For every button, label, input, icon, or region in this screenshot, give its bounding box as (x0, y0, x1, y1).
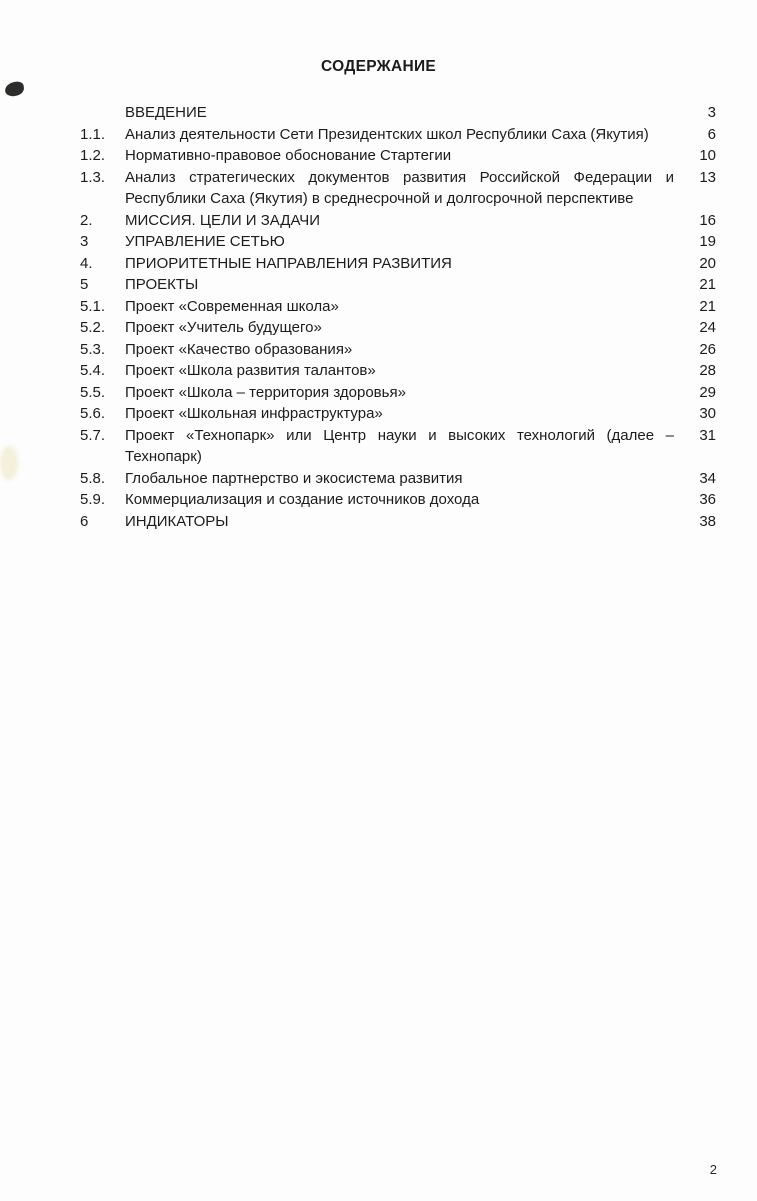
toc-row (80, 489, 716, 511)
toc-entry-page: 24 (699, 319, 716, 336)
toc-entry-page: 21 (699, 297, 716, 315)
toc-entry-number: 2. (80, 211, 93, 229)
toc-entry-number: 4. (80, 254, 93, 272)
toc-entry-page: 13 (699, 168, 716, 186)
toc-entry-title: Проект «Технопарк» или Центр науки и высоких технологий (далее – Технопарк) (125, 426, 674, 465)
toc-entry-number: 5.8. (80, 469, 106, 487)
scan-artifact-corner (4, 81, 25, 98)
toc-row (80, 145, 716, 167)
toc-entry-title: ПРИОРИТЕТНЫЕ НАПРАВЛЕНИЯ РАЗВИТИЯ (125, 254, 452, 272)
toc-entry-number: 1.1. (80, 125, 106, 143)
toc-entry-title: УПРАВЛЕНИЕ СЕТЬЮ (125, 233, 285, 250)
toc-entry-number: 5.4. (80, 362, 106, 379)
toc-entry-title: ПРОЕКТЫ (125, 276, 199, 293)
toc-row (80, 339, 716, 361)
toc-entry-page: 38 (699, 512, 716, 530)
toc-list (80, 102, 716, 532)
toc-entry-page: 10 (699, 147, 716, 164)
toc-row (80, 231, 716, 253)
toc-entry-number: 5.2. (80, 319, 106, 336)
toc-entry-title: Анализ стратегических документов развития Российской Федерации и Республики Саха (Якутия) в среднесрочной и долгосрочной перспективе (125, 168, 674, 207)
toc-entry-title: МИССИЯ. ЦЕЛИ И ЗАДАЧИ (125, 211, 321, 229)
toc-row (80, 403, 716, 425)
toc-row (80, 468, 716, 490)
toc-entry-page: 21 (699, 276, 716, 293)
toc-entry-page: 28 (699, 362, 716, 379)
toc-entry-title: Анализ деятельности Сети Президентских школ Республики Саха (Якутия) (125, 125, 649, 143)
toc-entry-title: Нормативно-правовое обоснование Стартегии (125, 147, 452, 164)
toc-row (80, 425, 716, 468)
toc-entry-page: 6 (707, 125, 716, 143)
toc-entry-title: Проект «Современная школа» (125, 297, 339, 315)
toc-entry-number: 6 (80, 512, 89, 530)
toc-entry-number: 1.3. (80, 168, 106, 186)
toc-entry-title: Коммерциализация и создание источников дохода (125, 491, 480, 508)
toc-entry-page: 20 (699, 254, 716, 272)
toc-row (80, 360, 716, 382)
toc-entry-page: 29 (699, 383, 716, 401)
toc-entry-number: 5.7. (80, 426, 106, 444)
toc-entry-page: 3 (707, 104, 716, 121)
toc-row (80, 253, 716, 275)
toc-entry-page: 36 (699, 491, 716, 508)
toc-entry-title: ИНДИКАТОРЫ (125, 512, 229, 530)
toc-entry-number: 5.3. (80, 340, 106, 358)
toc-entry-page: 26 (699, 340, 716, 358)
toc-entry-title: Проект «Школьная инфраструктура» (125, 405, 383, 422)
toc-row (80, 102, 716, 124)
document-page (0, 58, 757, 1201)
toc-row (80, 210, 716, 232)
toc-row (80, 124, 716, 146)
toc-row (80, 382, 716, 404)
toc-entry-number: 5.9. (80, 491, 106, 508)
toc-entry-title: Глобальное партнерство и экосистема развития (125, 469, 463, 487)
toc-entry-title: Проект «Школа развития талантов» (125, 362, 376, 379)
toc-entry-number: 5 (80, 276, 89, 293)
toc-row (80, 296, 716, 318)
toc-entry-title: ВВЕДЕНИЕ (125, 104, 207, 121)
toc-entry-number: 3 (80, 233, 89, 250)
toc-entry-title: Проект «Учитель будущего» (125, 319, 322, 336)
toc-row (80, 274, 716, 296)
toc-entry-page: 19 (699, 233, 716, 250)
toc-entry-number: 1.2. (80, 147, 106, 164)
toc-entry-number: 5.6. (80, 405, 106, 422)
toc-entry-page: 16 (699, 211, 716, 229)
toc-entry-page: 34 (699, 469, 716, 487)
scan-artifact-smudge (0, 446, 18, 480)
toc-row (80, 511, 716, 533)
toc-entry-number: 5.5. (80, 383, 106, 401)
toc-entry-page: 31 (699, 426, 716, 444)
toc-entry-title: Проект «Качество образования» (125, 340, 353, 358)
footer-page-number: 2 (709, 1162, 717, 1177)
toc-row (80, 167, 716, 210)
toc-entry-number: 5.1. (80, 297, 106, 315)
toc-entry-title: Проект «Школа – территория здоровья» (125, 383, 406, 401)
toc-row (80, 317, 716, 339)
page-title: СОДЕРЖАНИЕ (320, 58, 437, 75)
toc-entry-page: 30 (699, 405, 716, 422)
